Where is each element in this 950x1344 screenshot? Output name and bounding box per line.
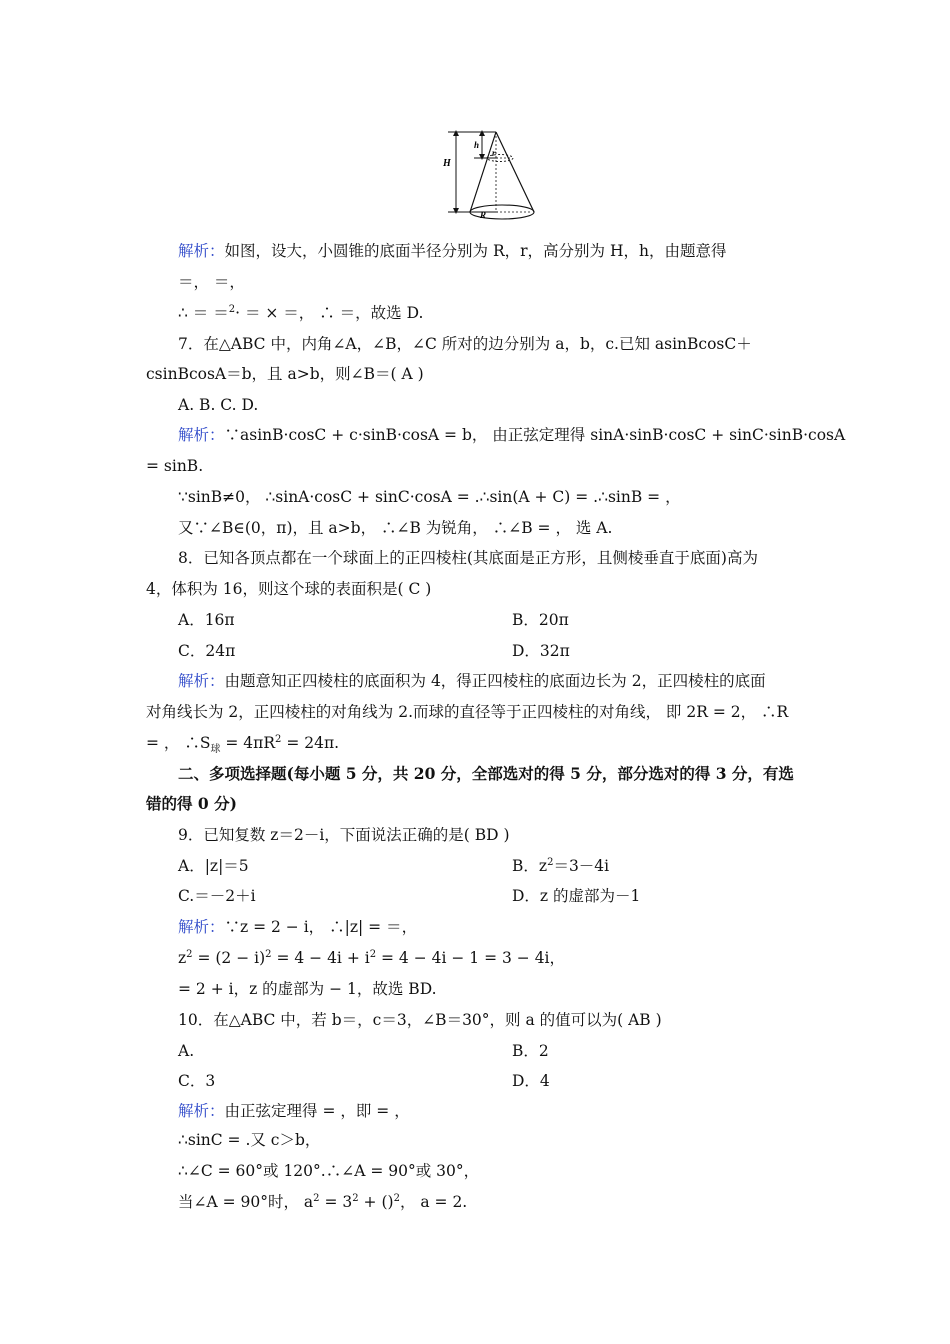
- label-H: H: [443, 158, 451, 169]
- text-line: 解析：∵z = 2 − i， ∴|z| = ＝，: [178, 918, 418, 936]
- option-a: A．16π: [178, 611, 235, 629]
- label-R: R: [480, 210, 487, 220]
- text-line: 解析：如图，设大，小圆锥的底面半径分别为 R，r，高分别为 H，h，由题意得: [178, 242, 727, 260]
- text-line: 又∵∠B∈(0，π)，且 a>b， ∴∠B 为锐角， ∴∠B = ， 选 A.: [178, 519, 613, 537]
- text-line: 解析：由正弦定理得 = ，即 = ，: [178, 1102, 410, 1120]
- option-b: B．$z^2=3-4i$: [512, 857, 610, 875]
- question-8-stem: 8．已知各顶点都在一个球面上的正四棱柱(其底面是正方形，且侧棱垂直于底面)高为: [178, 549, 758, 567]
- cone-diagram: [438, 126, 542, 222]
- text-line: = ， $\therefore S_球 = 4\pi R^2 = 24\pi$.: [146, 734, 340, 756]
- question-7-stem: 7．在△ABC 中，内角∠A，∠B，∠C 所对的边分别为 a，b，c.已知 asinBcosC＋: [178, 335, 752, 353]
- section-heading: 二、多项选择题(每小题 5 分，共 20 分，全部选对的得 5 分，部分选对的得 3 分，有选: [178, 764, 794, 783]
- option-c: C．3: [178, 1072, 216, 1090]
- option-d: D．4: [512, 1072, 550, 1090]
- option-a: A．|z|＝5: [178, 857, 249, 875]
- option-c: C．24π: [178, 642, 236, 660]
- question-8-stem-cont: 4，体积为 16，则这个球的表面积是( C ): [146, 580, 432, 598]
- text-line: ∴ ＝ ＝$^2$· ＝ × ＝， ∴ ＝，故选 D.: [178, 304, 424, 322]
- question-9-stem: 9．已知复数 z＝2－i，下面说法正确的是( BD ): [178, 826, 510, 844]
- text-line: $z^2 = (2 - i)^2 = 4 - 4i + i^2 = 4 - 4i - 1 = 3 - 4i$，: [178, 949, 566, 967]
- question-7-options: A. B. C. D.: [178, 396, 259, 414]
- option-b: B．2: [512, 1042, 549, 1060]
- option-b: B．20π: [512, 611, 569, 629]
- label-h: h: [474, 140, 480, 150]
- text-line: 当∠A = 90°时， $a^2 = 3^2 + ()^2$， a = 2.: [178, 1193, 468, 1211]
- text-line: 解析：由题意知正四棱柱的底面积为 4，得正四棱柱的底面边长为 2，正四棱柱的底面: [178, 672, 766, 690]
- analysis-label: 解析：: [178, 672, 225, 690]
- text-line: ∵sinB≠0， ∴sinA·cosC + sinC·cosA = .∴sin(A + C) = .∴sinB = ，: [178, 488, 681, 506]
- text-line: ＝， ＝，: [178, 273, 245, 291]
- text-line: = sinB.: [146, 457, 204, 475]
- text-line: ∴∠C = 60°或 120°.∴∠A = 90°或 30°，: [178, 1162, 480, 1180]
- analysis-label: 解析：: [178, 918, 225, 936]
- analysis-label: 解析：: [178, 1102, 225, 1120]
- text-line: 解析：∵asinB·cosC + c·sinB·cosA = b， 由正弦定理得 sinA·sinB·cosC + sinC·sinB·cosA: [178, 426, 846, 444]
- text-line: ∴sinC = .又 c＞b，: [178, 1131, 321, 1149]
- option-d: D．32π: [512, 642, 570, 660]
- section-heading-cont: 错的得 0 分): [146, 794, 237, 813]
- option-c: C.＝－2＋i: [178, 887, 256, 905]
- analysis-label: 解析：: [178, 242, 225, 260]
- question-10-stem: 10．在△ABC 中，若 b＝，c＝3，∠B＝30°，则 a 的值可以为( AB ): [178, 1011, 662, 1029]
- text-line: = 2 + i，z 的虚部为 − 1，故选 BD.: [178, 980, 437, 998]
- text-line: 对角线长为 2，正四棱柱的对角线为 2.而球的直径等于正四棱柱的对角线， 即 2R = 2， ∴R: [146, 703, 789, 721]
- analysis-label: 解析：: [178, 426, 225, 444]
- option-a: A.: [178, 1042, 195, 1060]
- question-7-stem-cont: csinBcosA＝b，且 a>b，则∠B＝( A ): [146, 365, 424, 383]
- label-r: r: [492, 148, 496, 158]
- option-d: D．z 的虚部为－1: [512, 887, 641, 905]
